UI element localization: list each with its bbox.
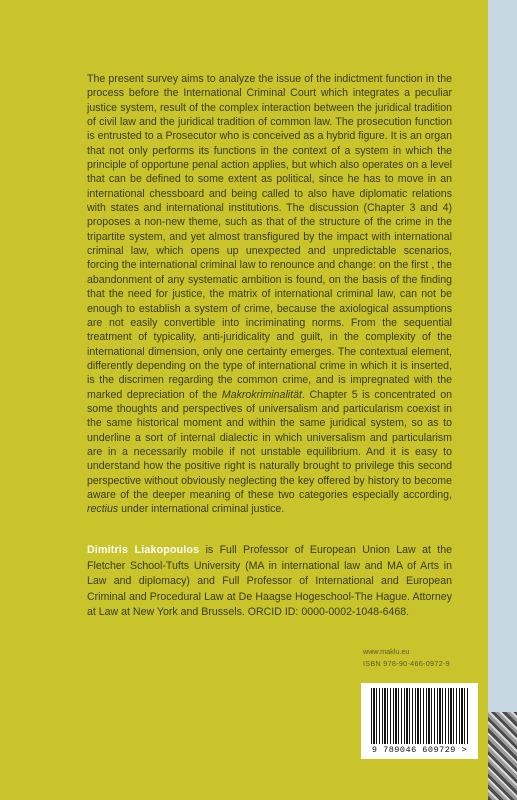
abstract-text-1: The present survey aims to analyze the issue of the indictment function in the process before the International Criminal Court which integrates a peculiar justice system, result of the complex interaction between the juridical tradition of civil law and the juridical tradition of common law. The prosecution function is entrusted to a Prosecutor who is conceived as a hybrid figure. It is an organ that not only performs its functions in the context of a system in which the principle of opportune penal action applies, but which also operates on a level that can be defined to some extent as political, since he has to move in an international chessboard and being called to also have diplomatic relations with states and international institutions. The discussion (Chapter 3 and 4) proposes a non-new theme, such as that of the structure of the crime in the tripartite system, and yet almost transfigured by the impact with international criminal law, which opens up unexpected and unpredictable scenarios, forcing the international criminal law to renounce and change: on the first , the abandonment of any systematic ambition is found, on the basis of the finding that the need for justice, the matrix of international criminal law, can not be enough to establish a system of crime, because the axiological assumptions are not easily convertible into incriminating norms. From the sequential treatment of typicality, anti-juridicality and guilt, in the complexity of the international dimension, only one certainty emerges. The contextual element, differently depending on the type of international crime in which it is inserted, is the discrimen regarding the common crime, and is impregnated with the marked depreciation of the (87, 73, 452, 401)
abstract-italic-term-1: Makrokriminalität (221, 388, 302, 401)
abstract-text-3: under international criminal justice. (118, 503, 285, 516)
author-name: Dimitris Liakopoulos (87, 544, 200, 556)
abstract-italic-term-2: rectius (87, 503, 119, 516)
barcode-bars (371, 688, 468, 744)
abstract-paragraph (87, 72, 452, 517)
isbn-label: ISBN 978-90-466-0972-9 (363, 659, 450, 668)
abstract-text-2: . Chapter 5 is concentrated on some thoughts and perspectives of universalism and particularism coexist in the same historical moment and within the same juridical system, so as to underline a sort of internal dialectic in which universalism and particularism are in a necessarily mobile if not unstable equilibrium. And it is easy to understand how the positive right is naturally brought to privilege this second perspective without obviously neglecting the key offered by history to become aware of the deeper meaning of these two categories especially according, (87, 388, 452, 501)
author-bio (87, 543, 452, 621)
barcode-digits: 9 789046 609729 > (371, 745, 468, 755)
book-spine (488, 0, 517, 800)
spine-artwork (488, 712, 517, 800)
author-bio-text: is Full Professor of European Union Law at the Fletcher School-Tufts University (MA in international law and MA of Arts in Law and diplomacy) and Full Professor of International and European Criminal and Procedural Law at De Haagse Hogeschool-The Hague. Attorney at Law at New York and Brussels. ORCID ID: 0000-0002-1048-6468. (87, 544, 452, 619)
publisher-website: www.maklu.eu (363, 647, 410, 656)
barcode (361, 683, 478, 759)
